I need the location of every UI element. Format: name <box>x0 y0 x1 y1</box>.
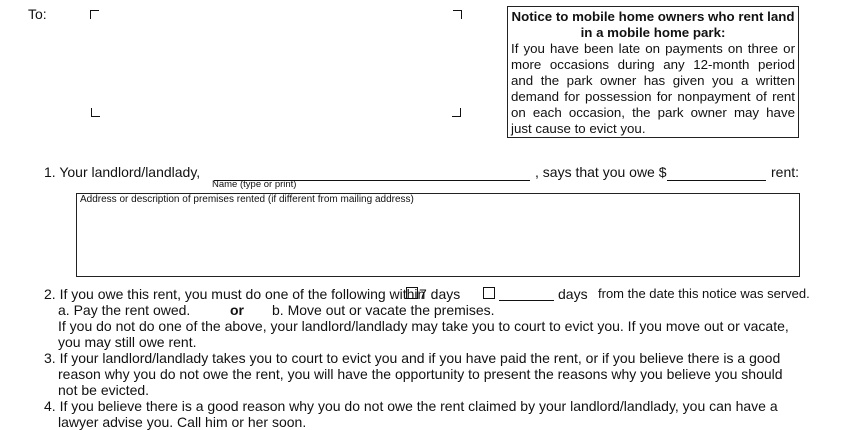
to-label: To: <box>28 6 47 22</box>
item2-lead: 2. If you owe this rent, you must do one of the following within <box>44 286 426 302</box>
item2-consequence: If you do not do one of the above, your landlord/landlady may take you to court to evict you. If you move out or vacate, <box>58 318 789 334</box>
landlord-prefix: 1. Your landlord/landlady, <box>44 164 201 180</box>
custom-days-field[interactable] <box>499 300 554 301</box>
item4-line1: 4. If you believe there is a good reason why you do not owe the rent claimed by your landlord/landlady, you can have a <box>44 398 778 414</box>
says-owe-text: , says that you owe $ <box>535 164 667 180</box>
option-b: b. Move out or vacate the premises. <box>272 302 495 318</box>
address-window-corner-top-right <box>453 10 462 19</box>
address-window-corner-top-left <box>90 10 99 19</box>
notice-title: Notice to mobile home owners who rent land in a mobile home park: <box>511 9 795 40</box>
mobile-home-notice-box <box>507 6 799 138</box>
address-window-corner-bottom-left <box>91 108 100 117</box>
from-date-text: from the date this notice was served. <box>598 286 810 301</box>
seven-days-checkbox[interactable] <box>406 287 418 299</box>
premises-address-field[interactable] <box>76 193 800 277</box>
item3-line2: reason why you do not owe the rent, you will have the opportunity to present the reasons why you believe you should <box>58 366 783 382</box>
custom-days-checkbox[interactable] <box>483 287 495 299</box>
item4-line2: lawyer advise you. Call him or her soon. <box>58 414 307 430</box>
days-label: days <box>558 286 588 302</box>
item3-line1: 3. If your landlord/landlady takes you to court to evict you and if you have paid the rent, or if you believe there is a good <box>44 350 781 366</box>
item2-still-owe: you may still owe rent. <box>58 334 197 350</box>
or-text: or <box>230 302 244 318</box>
seven-days-label: 7 days <box>419 286 461 302</box>
address-window-corner-bottom-right <box>452 108 461 117</box>
option-a: a. Pay the rent owed. <box>58 302 191 318</box>
rent-amount-field[interactable] <box>667 180 766 181</box>
name-hint: Name (type or print) <box>212 179 297 190</box>
rent-label: rent: <box>771 164 800 180</box>
notice-body: If you have been late on payments on three or more occasions during any 12-month period and the park owner has given you a written demand for possession for nonpayment of rent on each occasion, the park owner may have just cause to evict you. <box>511 41 795 136</box>
address-hint: Address or description of premises rented (if different from mailing address) <box>80 194 414 205</box>
item3-line3: not be evicted. <box>58 382 150 398</box>
